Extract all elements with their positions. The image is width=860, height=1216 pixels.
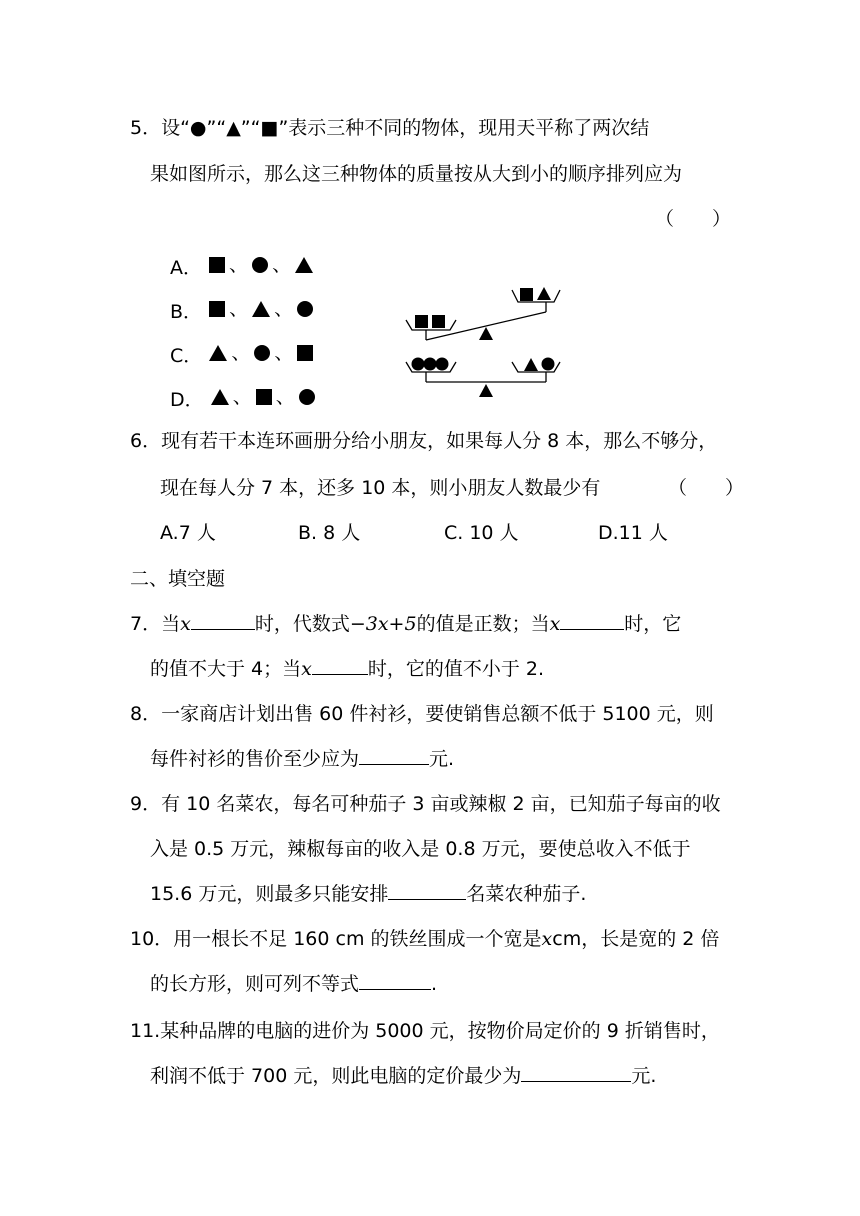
answer-blank[interactable] xyxy=(521,1063,631,1082)
option-shapes xyxy=(208,340,314,366)
text: 每件衬衫的售价至少应为 xyxy=(150,748,360,770)
triangle-icon xyxy=(479,327,493,340)
text: 元. xyxy=(631,1065,657,1087)
expression: −3x+5 xyxy=(349,613,417,635)
square-icon xyxy=(415,315,428,328)
right-pan xyxy=(512,290,560,302)
separator: 、 xyxy=(275,386,295,408)
variable-x: x xyxy=(180,613,191,635)
answer-blank[interactable] xyxy=(359,746,429,765)
option-label: B． xyxy=(170,301,203,323)
q6-answer-paren: （ ） xyxy=(668,477,745,499)
circle-icon xyxy=(296,300,314,318)
q6-option-a[interactable]: A.7 人 xyxy=(160,522,216,544)
variable-x: x xyxy=(541,928,553,950)
circle-icon xyxy=(251,256,269,274)
square-icon xyxy=(255,388,273,406)
answer-blank[interactable] xyxy=(388,881,466,900)
text: 时，它 xyxy=(624,613,682,635)
balance-scale-figure xyxy=(404,282,574,400)
q6-option-c[interactable]: C. 10 人 xyxy=(444,522,519,544)
answer-blank[interactable] xyxy=(312,656,368,675)
separator: 、 xyxy=(229,254,249,276)
q8-line2 xyxy=(150,746,454,772)
text: 的长方形，则可列不等式 xyxy=(150,973,360,995)
answer-blank[interactable] xyxy=(560,611,624,630)
triangle-icon xyxy=(208,344,228,362)
option-shapes xyxy=(210,384,316,410)
q9-line1: 9．有 10 名菜农，每名可种茄子 3 亩或辣椒 2 亩，已知茄子每亩的收 xyxy=(130,793,721,815)
text: cm，长是宽的 2 倍 xyxy=(552,928,720,950)
variable-x: x xyxy=(549,613,561,635)
text: 的值不大于 4；当 xyxy=(150,658,302,680)
circle-icon xyxy=(436,358,449,371)
q5-line1: 5．设“●”“▲”“■”表示三种不同的物体，现用天平称了两次结 xyxy=(130,117,650,139)
separator: 、 xyxy=(232,386,252,408)
q8-line1: 8．一家商店计划出售 60 件衬衫，要使销售总额不低于 5100 元，则 xyxy=(130,703,714,725)
separator: 、 xyxy=(274,342,294,364)
q6-option-d[interactable]: D.11 人 xyxy=(598,522,668,544)
answer-blank[interactable] xyxy=(191,611,255,630)
text: . xyxy=(431,973,438,995)
text: 10．用一根长不足 160 cm 的铁丝围成一个宽是 xyxy=(130,928,542,950)
text: 时，代数式 xyxy=(254,613,350,635)
triangle-icon xyxy=(479,384,493,397)
option-label: C． xyxy=(170,345,203,367)
q5-answer-paren: （ ） xyxy=(655,208,732,230)
circle-icon xyxy=(424,358,437,371)
square-icon xyxy=(432,315,445,328)
triangle-icon xyxy=(294,256,314,274)
q7-line2 xyxy=(150,656,544,682)
variable-x: x xyxy=(301,658,312,680)
circle-icon xyxy=(542,358,555,371)
q6-line1: 6．现有若干本连环画册分给小朋友，如果每人分 8 本，那么不够分， xyxy=(130,430,718,452)
circle-icon xyxy=(253,344,271,362)
option-label: D． xyxy=(170,389,204,411)
triangle-icon xyxy=(210,388,230,406)
separator: 、 xyxy=(272,254,292,276)
square-icon xyxy=(208,300,226,318)
q6-line2: 现在每人分 7 本，还多 10 本，则小朋友人数最少有 xyxy=(160,477,601,499)
section-heading: 二、填空题 xyxy=(130,568,226,590)
triangle-icon xyxy=(251,300,271,318)
triangle-icon xyxy=(537,287,551,300)
text: 15.6 万元，则最多只能安排 xyxy=(150,883,389,905)
square-icon xyxy=(208,256,226,274)
q5-line2: 果如图所示，那么这三种物体的质量按从大到小的顺序排列应为 xyxy=(150,163,683,185)
option-shapes xyxy=(208,252,314,278)
q11-line1: 11.某种品牌的电脑的进价为 5000 元，按物价局定价的 9 折销售时， xyxy=(130,1020,720,1042)
text: 利润不低于 700 元，则此电脑的定价最少为 xyxy=(150,1065,522,1087)
triangle-icon xyxy=(524,358,538,371)
q5-option-d[interactable] xyxy=(170,384,316,413)
q11-line2 xyxy=(150,1063,656,1089)
text: 的值是正数；当 xyxy=(416,613,550,635)
q10-line1 xyxy=(130,926,719,952)
q6-option-b[interactable]: B. 8 人 xyxy=(298,522,361,544)
q5-option-a[interactable] xyxy=(170,252,314,281)
option-label: A． xyxy=(170,257,202,279)
q5-option-c[interactable] xyxy=(170,340,314,369)
square-icon xyxy=(520,288,533,301)
separator: 、 xyxy=(229,298,249,320)
left-pan xyxy=(406,320,456,330)
text: 时，它的值不小于 2. xyxy=(367,658,545,680)
text: 名菜农种茄子. xyxy=(466,883,587,905)
circle-icon xyxy=(412,358,425,371)
circle-icon xyxy=(298,388,316,406)
q9-line2: 入是 0.5 万元，辣椒每亩的收入是 0.8 万元，要使总收入不低于 xyxy=(150,838,691,860)
q10-line2 xyxy=(150,971,437,997)
square-icon xyxy=(296,344,314,362)
separator: 、 xyxy=(231,342,251,364)
separator: 、 xyxy=(274,298,294,320)
q9-line3 xyxy=(150,881,586,907)
balance-scale-top xyxy=(406,290,560,340)
q5-option-b[interactable] xyxy=(170,296,314,325)
answer-blank[interactable] xyxy=(359,971,431,990)
option-shapes xyxy=(208,296,314,322)
q7-line1 xyxy=(130,611,681,637)
text: 元. xyxy=(429,748,455,770)
text: 7．当 xyxy=(130,613,181,635)
